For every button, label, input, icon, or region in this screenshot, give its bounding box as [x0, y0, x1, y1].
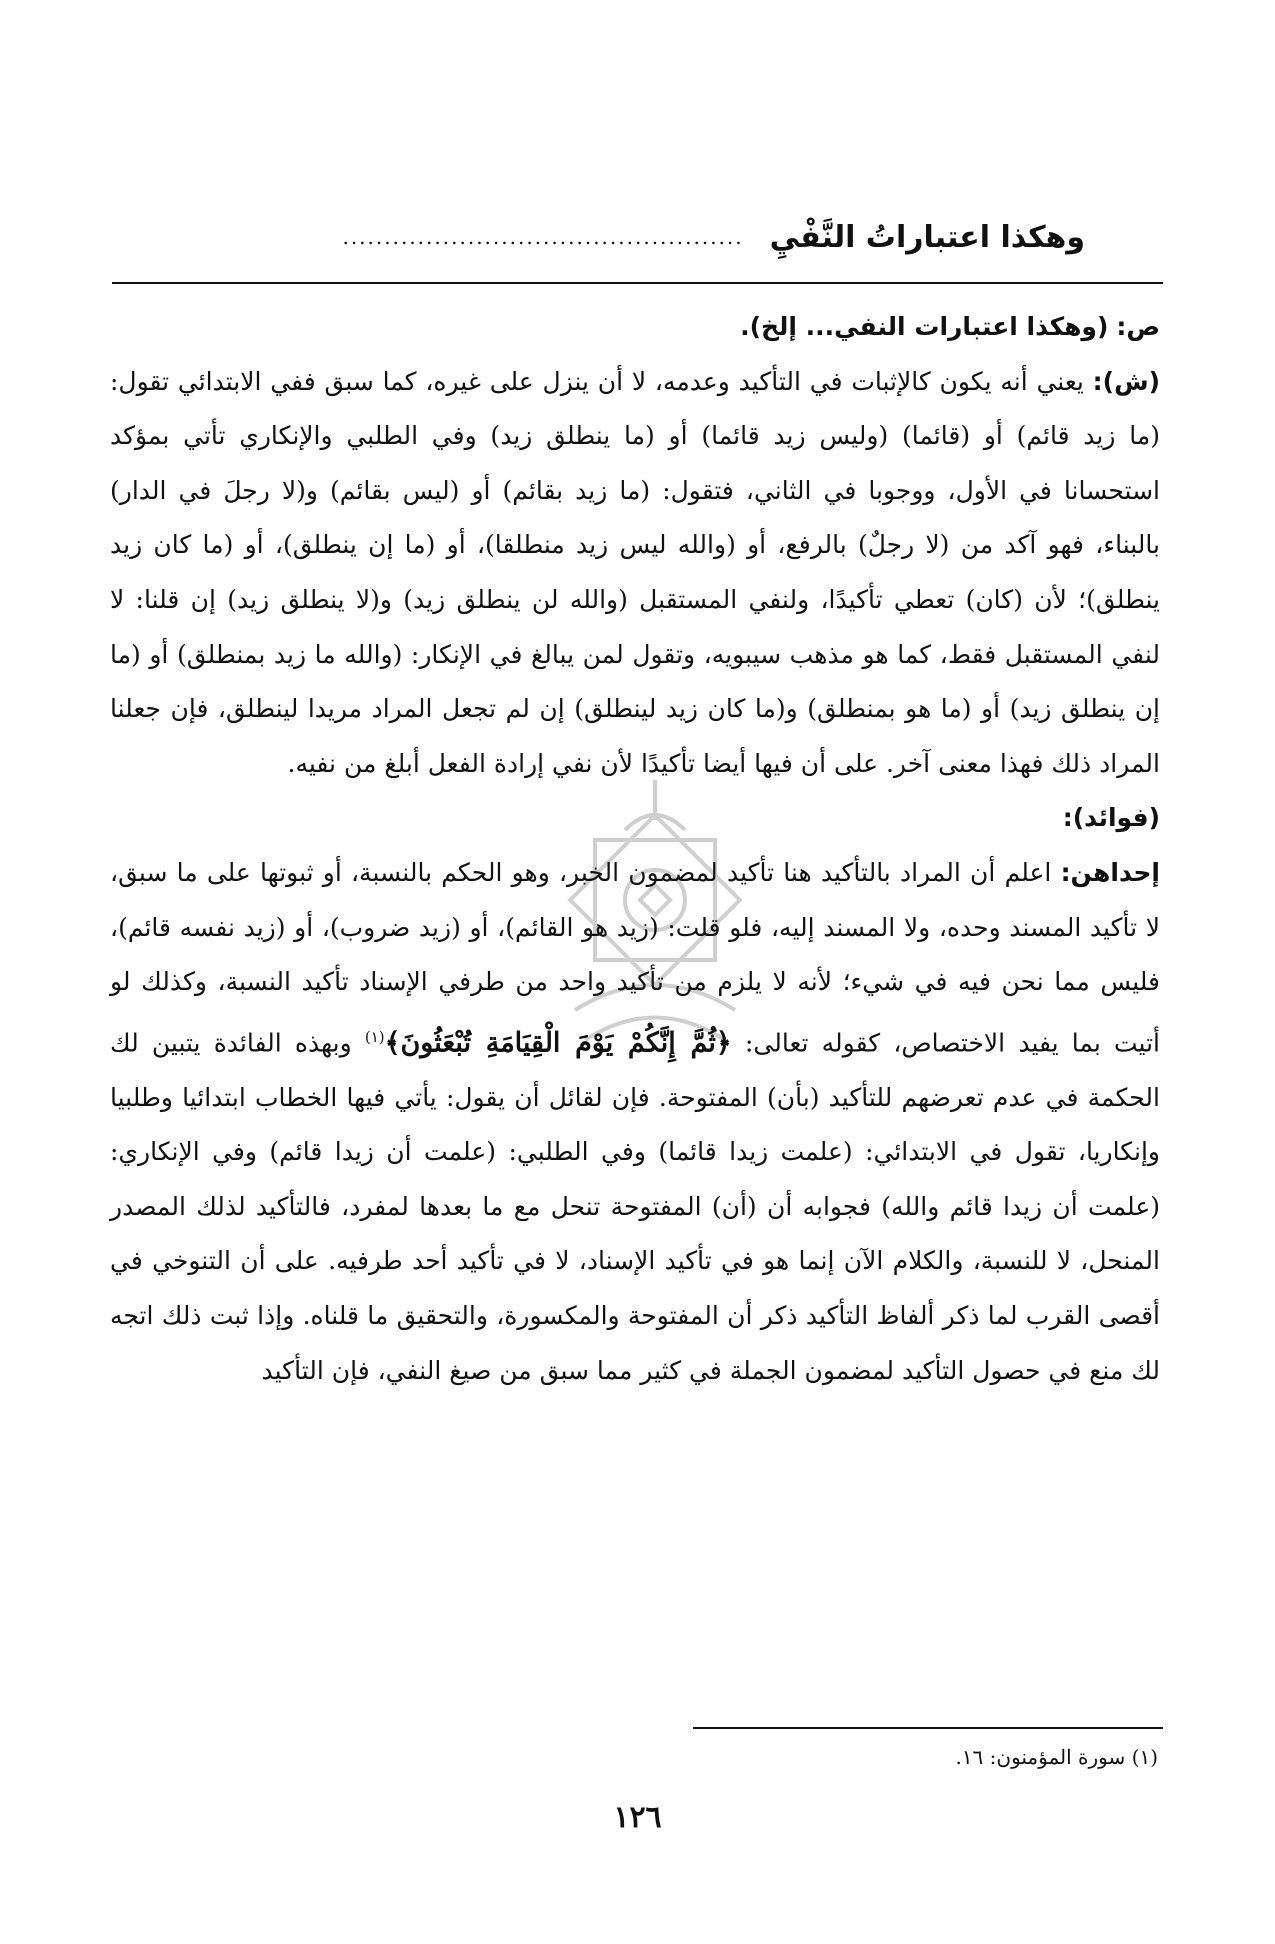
paragraph-first-benefit [110, 846, 1160, 1398]
paragraph-sharh [110, 355, 1160, 792]
page-number: ١٢٦ [613, 1800, 662, 1835]
quoted-matn: (وهكذا اعتبارات النفي... إلخ). [740, 312, 1109, 341]
fawaid-heading: (فوائد): [1062, 803, 1160, 833]
footnote: (١) سورة المؤمنون: ١٦. [955, 1745, 1158, 1769]
running-header [190, 212, 1085, 262]
paragraph-quote [110, 300, 1160, 355]
main-text [110, 300, 1160, 1398]
running-title: وهكذا اعتباراتُ النَّفْيِ [769, 219, 1085, 255]
header-rule [112, 282, 1163, 284]
label-sad: ص: [1116, 312, 1160, 341]
label-ihdahunna: إحداهن: [1060, 857, 1160, 887]
quran-verse: ﴿ثُمَّ إِنَّكُمْ يَوْمَ الْقِيَامَةِ تُبْعَثُونَ﴾ [384, 1027, 732, 1059]
sharh-text: يعني أنه يكون كالإثبات في التأكيد وعدمه، لا أن ينزل على غيره، كما سبق ففي الابتدائي تقول: (ما زيد قائم) أو (قائما) (وليس زيد قائما) أو (ما ينطلق زيد) وفي الطلبي والإنكاري تأتي بمؤكد استحسانا في الأول، ووجوبا في الثاني، فتقول: (ما زيد بقائم) أو (ليس بقائم) و(لا رجلَ في الدار) بالبناء، فهو آكد من (لا رجلٌ) بالرفع، أو (والله ليس زيد منطلقا)، أو (ما إن ينطلق)، أو (ما كان زيد ينطلق)؛ لأن (كان) تعطي تأكيدًا، ولنفي المستقبل (والله لن ينطلق زيد) و(لا ينطلق زيد) إن قلنا: لا لنفي المستقبل فقط، كما هو مذهب سيبويه، وتقول لمن يبالغ في الإنكار: (والله ما زيد بمنطلق) أو (ما إن ينطلق زيد) أو (ما هو بمنطلق) و(ما كان زيد لينطلق) إن لم تجعل المراد مريدا لينطلق، فإن جعلنا المراد ذلك فهذا معنى آخر. على أن فيها أيضا تأكيدًا لأن نفي إرادة الفعل أبلغ من نفيه. [110, 366, 1160, 778]
first-benefit-text-b: وبهذه الفائدة يتبين لك الحكمة في عدم تعرضهم للتأكيد (بأن) المفتوحة. فإن لقائل أن يقول: يأتي فيها الخطاب ابتدائيا وطلبيا وإنكاريا، تقول في الابتدائي: (علمت زيدا قائما) وفي الطلبي: (علمت أن زيدا قائم) وفي الإنكاري: (علمت أن زيدا قائم والله) فجوابه أن (أن) المفتوحة تنحل مع ما بعدها لمفرد، فالتأكيد لذلك المصدر المنحل، لا للنسبة، والكلام الآن إنما هو في تأكيد الإسناد، لا في تأكيد أحد طرفيه. على أن التنوخي في أقصى القرب لما ذكر ألفاظ التأكيد ذكر أن المفتوحة والمكسورة، والتحقيق ما قلناه. وإذا ثبت ذلك اتجه لك منع في حصول التأكيد لمضمون الجملة في كثير مما سبق من صيغ النفي، فإن التأكيد [110, 1028, 1160, 1385]
footnote-marker[interactable]: (١) [364, 1027, 385, 1046]
first-benefit-text-a: اعلم أن المراد بالتأكيد هنا تأكيد لمضمون الخبر، وهو الحكم بالنسبة، أو ثبوتها على ما سبق، لا تأكيد المسند وحده، ولا المسند إليه، فلو قلت: (زيد هو القائم)، أو (زيد ضروب)، أو (زيد نفسه قائم)، فليس مما نحن فيه في شيء؛ لأنه لا يلزم من تأكيد واحد من طرفي الإسناد تأكيد النسبة، وكذلك لو أتيت بما يفيد الاختصاص، كقوله تعالى: [110, 857, 1160, 1058]
running-dots: ................................................ [342, 225, 744, 249]
footnote-rule [693, 1727, 1163, 1729]
label-shin: (ش): [1092, 366, 1161, 396]
